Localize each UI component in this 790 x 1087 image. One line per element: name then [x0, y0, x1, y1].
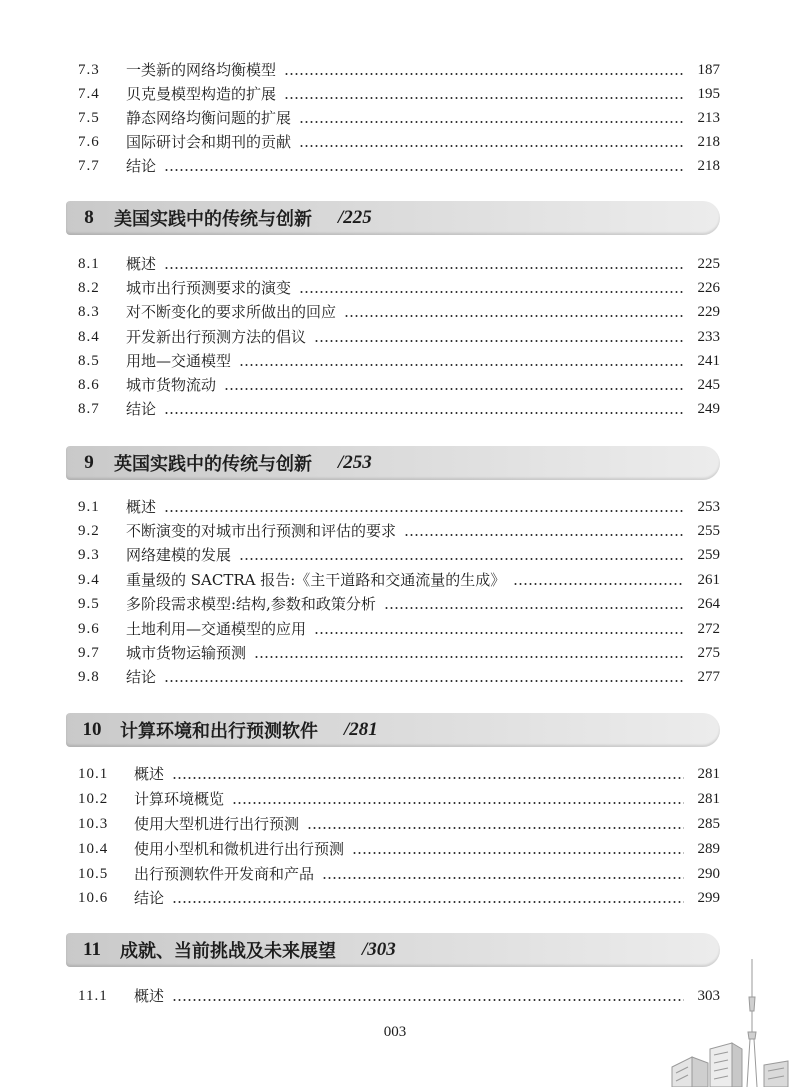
entry-page: 226: [697, 280, 720, 296]
leader-dots: [284, 97, 684, 99]
entry-page: 281: [697, 791, 720, 807]
entry-title: 网络建模的发展: [126, 546, 232, 564]
entry-number: 10.2: [78, 791, 109, 807]
entry-number: 7.3: [78, 62, 100, 78]
toc-entry[interactable]: [78, 130, 720, 154]
entry-number: 10.1: [78, 766, 109, 782]
toc-entry[interactable]: [78, 300, 720, 324]
chapter-title: 成就、当前挑战及未来展望: [120, 941, 336, 962]
entry-number: 7.5: [78, 110, 100, 126]
leader-dots: [404, 534, 684, 536]
entry-number: 10.5: [78, 866, 109, 882]
chapter-number: 10: [82, 719, 102, 740]
leader-dots: [164, 412, 684, 414]
chapter-page: /303: [362, 939, 396, 960]
entry-page: 259: [697, 547, 720, 563]
toc-entry[interactable]: [78, 762, 720, 786]
entry-number: 8.7: [78, 401, 100, 417]
entry-number: 11.1: [78, 988, 108, 1004]
entry-title: 土地利用—交通模型的应用: [126, 620, 307, 638]
leader-dots: [224, 388, 684, 390]
toc-entry[interactable]: [78, 252, 720, 276]
chapter-page: /281: [344, 719, 378, 740]
entry-page: 218: [697, 158, 720, 174]
entry-title: 出行预测软件开发商和产品: [134, 865, 315, 883]
entry-title: 静态网络均衡问题的扩展: [126, 109, 292, 127]
leader-dots: [352, 852, 684, 854]
entry-page: 218: [697, 134, 720, 150]
entry-number: 8.2: [78, 280, 100, 296]
entry-number: 7.4: [78, 86, 100, 102]
chapter-heading-9[interactable]: [66, 446, 720, 480]
entry-page: 195: [697, 86, 720, 102]
entry-title: 城市出行预测要求的演变: [126, 279, 292, 297]
leader-dots: [172, 901, 684, 903]
entry-page: 213: [697, 110, 720, 126]
entry-title: 使用小型机和微机进行出行预测: [134, 840, 345, 858]
leader-dots: [384, 607, 684, 609]
entry-title: 多阶段需求模型:结构,参数和政策分析: [126, 595, 376, 613]
entry-number: 9.7: [78, 645, 100, 661]
leader-dots: [299, 291, 684, 293]
entry-page: 303: [697, 988, 720, 1004]
leader-dots: [299, 121, 684, 123]
chapter-heading-11[interactable]: [66, 933, 720, 967]
entry-page: 281: [697, 766, 720, 782]
entry-number: 10.3: [78, 816, 109, 832]
entry-title: 概述: [126, 255, 157, 273]
leader-dots: [164, 267, 684, 269]
toc-entry[interactable]: [78, 543, 720, 567]
leader-dots: [307, 827, 684, 829]
toc-entry[interactable]: [78, 568, 720, 592]
toc-entry[interactable]: [78, 349, 720, 373]
entry-title: 概述: [126, 498, 157, 516]
city-skyline-icon: [670, 957, 790, 1087]
toc-entry[interactable]: [78, 665, 720, 689]
entry-page: 264: [697, 596, 720, 612]
entry-title: 对不断变化的要求所做出的回应: [126, 303, 337, 321]
toc-entry[interactable]: [78, 837, 720, 861]
chapter-title: 计算环境和出行预测软件: [120, 721, 318, 742]
leader-dots: [164, 510, 684, 512]
leader-dots: [314, 340, 684, 342]
entry-number: 9.4: [78, 572, 100, 588]
chapter-number: 11: [83, 939, 101, 960]
toc-entry[interactable]: [78, 641, 720, 665]
entry-number: 10.6: [78, 890, 109, 906]
leader-dots: [284, 73, 684, 75]
toc-entry[interactable]: [78, 862, 720, 886]
entry-number: 9.5: [78, 596, 100, 612]
chapter-heading-10[interactable]: [66, 713, 720, 747]
toc-entry[interactable]: [78, 886, 720, 910]
leader-dots: [299, 145, 684, 147]
entry-page: 261: [697, 572, 720, 588]
entry-number: 10.4: [78, 841, 109, 857]
entry-page: 285: [697, 816, 720, 832]
chapter-title: 英国实践中的传统与创新: [114, 454, 312, 475]
chapter-heading-8[interactable]: [66, 201, 720, 235]
entry-title: 计算环境概览: [134, 790, 225, 808]
entry-title: 贝克曼模型构造的扩展: [126, 85, 277, 103]
toc-entry[interactable]: [78, 82, 720, 106]
entry-page: 255: [697, 523, 720, 539]
entry-number: 8.1: [78, 256, 100, 272]
toc-entry[interactable]: [78, 154, 720, 178]
chapter-page: /253: [338, 452, 372, 473]
entry-page: 290: [697, 866, 720, 882]
toc-entry[interactable]: [78, 58, 720, 82]
entry-page: 277: [697, 669, 720, 685]
entry-page: 249: [697, 401, 720, 417]
entry-page: 275: [697, 645, 720, 661]
entry-title: 城市货物流动: [126, 376, 217, 394]
entry-number: 7.6: [78, 134, 100, 150]
leader-dots: [254, 656, 684, 658]
entry-title: 开发新出行预测方法的倡议: [126, 328, 307, 346]
entry-title: 用地—交通模型: [126, 352, 232, 370]
entry-number: 7.7: [78, 158, 100, 174]
entry-page: 253: [697, 499, 720, 515]
entry-title: 使用大型机进行出行预测: [134, 815, 300, 833]
toc-entry[interactable]: [78, 325, 720, 349]
toc-entry[interactable]: [78, 519, 720, 543]
toc-entry[interactable]: [78, 812, 720, 836]
entry-page: 245: [697, 377, 720, 393]
entry-title: 国际研讨会和期刊的贡献: [126, 133, 292, 151]
entry-page: 225: [697, 256, 720, 272]
toc-entry[interactable]: [78, 592, 720, 616]
entry-page: 289: [697, 841, 720, 857]
entry-title: 一类新的网络均衡模型: [126, 61, 277, 79]
entry-title: 结论: [126, 668, 157, 686]
entry-number: 9.3: [78, 547, 100, 563]
entry-page: 229: [697, 304, 720, 320]
entry-number: 8.6: [78, 377, 100, 393]
leader-dots: [164, 169, 684, 171]
toc-entry[interactable]: [78, 984, 720, 1008]
entry-title: 概述: [134, 765, 165, 783]
entry-page: 272: [697, 621, 720, 637]
leader-dots: [344, 315, 684, 317]
toc-entry[interactable]: [78, 617, 720, 641]
leader-dots: [239, 364, 684, 366]
entry-title: 重量级的 SACTRA 报告:《主干道路和交通流量的生成》: [126, 571, 506, 589]
entry-title: 城市货物运输预测: [126, 644, 247, 662]
leader-dots: [172, 777, 684, 779]
toc-entry[interactable]: [78, 495, 720, 519]
entry-number: 8.3: [78, 304, 100, 320]
entry-page: 299: [697, 890, 720, 906]
toc-entry[interactable]: [78, 106, 720, 130]
entry-page: 187: [697, 62, 720, 78]
entry-number: 8.4: [78, 329, 100, 345]
leader-dots: [172, 999, 684, 1001]
leader-dots: [513, 583, 684, 585]
entry-title: 不断演变的对城市出行预测和评估的要求: [126, 522, 397, 540]
toc-entry[interactable]: [78, 276, 720, 300]
entry-page: 241: [697, 353, 720, 369]
entry-number: 9.1: [78, 499, 100, 515]
leader-dots: [322, 877, 684, 879]
leader-dots: [314, 632, 684, 634]
page-number: 003: [383, 1024, 407, 1040]
toc-entry[interactable]: [78, 787, 720, 811]
toc-entry[interactable]: [78, 373, 720, 397]
entry-page: 233: [697, 329, 720, 345]
chapter-number: 8: [84, 207, 94, 228]
chapter-title: 美国实践中的传统与创新: [114, 209, 312, 230]
entry-title: 概述: [134, 987, 165, 1005]
entry-number: 8.5: [78, 353, 100, 369]
chapter-number: 9: [84, 452, 94, 473]
leader-dots: [232, 802, 684, 804]
toc-entry[interactable]: [78, 397, 720, 421]
entry-title: 结论: [126, 400, 157, 418]
entry-number: 9.6: [78, 621, 100, 637]
leader-dots: [239, 558, 684, 560]
leader-dots: [164, 680, 684, 682]
entry-title: 结论: [134, 889, 165, 907]
chapter-page: /225: [338, 207, 372, 228]
entry-number: 9.8: [78, 669, 100, 685]
entry-number: 9.2: [78, 523, 100, 539]
entry-title: 结论: [126, 157, 157, 175]
